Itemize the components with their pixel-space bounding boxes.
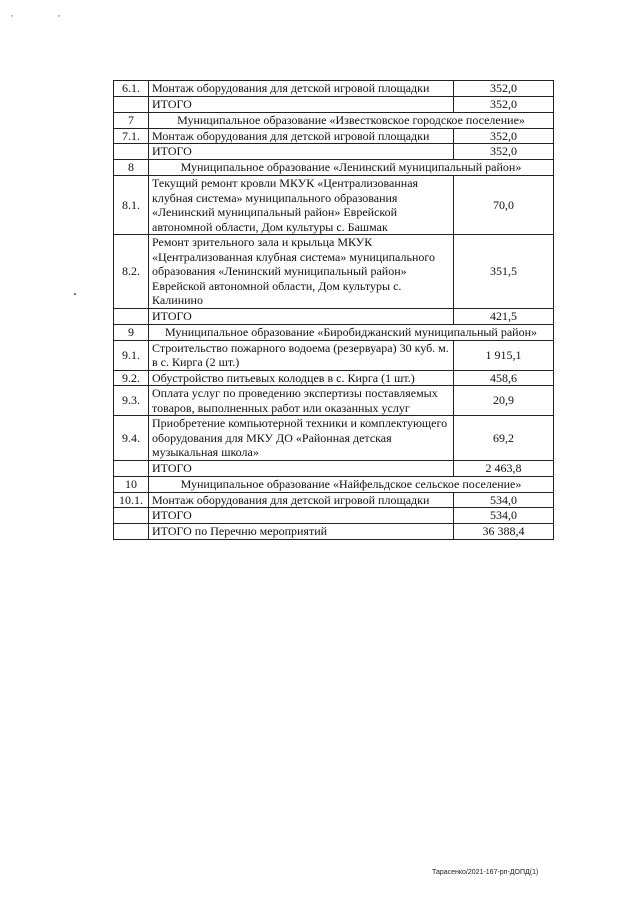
total-value: 421,5 <box>454 308 554 324</box>
total-row <box>114 460 554 476</box>
table-row <box>114 416 554 461</box>
total-value: 2 463,8 <box>454 460 554 476</box>
row-number: 9.2. <box>114 370 149 386</box>
measure-amount: 20,9 <box>454 386 554 416</box>
total-value: 352,0 <box>454 96 554 112</box>
total-label: ИТОГО по Перечню мероприятий <box>149 524 454 540</box>
row-number: 8 <box>114 160 149 176</box>
row-number: 9 <box>114 324 149 340</box>
row-number-empty <box>114 144 149 160</box>
table-row <box>114 492 554 508</box>
total-value: 534,0 <box>454 508 554 524</box>
measure-description: Оплата услуг по проведению экспертизы поставляемых товаров, выполненных работ или оказанных услуг <box>149 386 454 416</box>
measure-description: Приобретение компьютерной техники и комплектующего оборудования для МКУ ДО «Районная детская музыкальная школа» <box>149 416 454 461</box>
row-number: 7.1. <box>114 128 149 144</box>
row-number: 9.4. <box>114 416 149 461</box>
measure-description: Текущий ремонт кровли МКУК «Централизованная клубная система» муниципального образования «Ленинский муниципальный район» Еврейской автономной области, Дом культуры с. Башмак <box>149 176 454 235</box>
table-row <box>114 386 554 416</box>
total-row <box>114 524 554 540</box>
document-code: Тарасенко/2021-167-рп-ДОПД(1) <box>432 869 539 876</box>
total-label: ИТОГО <box>149 460 454 476</box>
row-number-empty <box>114 96 149 112</box>
measure-description: Монтаж оборудования для детской игровой площадки <box>149 128 454 144</box>
total-row <box>114 508 554 524</box>
table-row <box>114 128 554 144</box>
row-number: 6.1. <box>114 81 149 97</box>
municipality-header-row <box>114 476 554 492</box>
total-label: ИТОГО <box>149 508 454 524</box>
row-number: 8.2. <box>114 235 149 309</box>
total-value: 352,0 <box>454 144 554 160</box>
table-row <box>114 370 554 386</box>
row-number: 8.1. <box>114 176 149 235</box>
row-number: 9.1. <box>114 340 149 370</box>
municipality-name: Муниципальное образование «Ленинский муниципальный район» <box>149 160 554 176</box>
row-number-empty <box>114 460 149 476</box>
total-label: ИТОГО <box>149 144 454 160</box>
municipality-name: Муниципальное образование «Биробиджанский муниципальный район» <box>149 324 554 340</box>
total-row <box>114 144 554 160</box>
measures-table-body <box>114 81 554 540</box>
measure-description: Монтаж оборудования для детской игровой площадки <box>149 492 454 508</box>
measure-amount: 1 915,1 <box>454 340 554 370</box>
municipality-header-row <box>114 324 554 340</box>
row-number: 10 <box>114 476 149 492</box>
municipality-name: Муниципальное образование «Найфельдское сельское поселение» <box>149 476 554 492</box>
municipality-header-row <box>114 160 554 176</box>
measure-amount: 352,0 <box>454 128 554 144</box>
measure-amount: 458,6 <box>454 370 554 386</box>
row-number: 10.1. <box>114 492 149 508</box>
table-row <box>114 81 554 97</box>
municipality-name: Муниципальное образование «Известковское городское поселение» <box>149 112 554 128</box>
municipality-header-row <box>114 112 554 128</box>
measure-amount: 352,0 <box>454 81 554 97</box>
measure-description: Строительство пожарного водоема (резервуара) 30 куб. м. в с. Кирга (2 шт.) <box>149 340 454 370</box>
row-number-empty <box>114 308 149 324</box>
measure-amount: 351,5 <box>454 235 554 309</box>
total-value: 36 388,4 <box>454 524 554 540</box>
measure-amount: 70,0 <box>454 176 554 235</box>
table-row <box>114 235 554 309</box>
measure-amount: 534,0 <box>454 492 554 508</box>
measures-table <box>113 80 554 540</box>
row-number: 9.3. <box>114 386 149 416</box>
row-number: 7 <box>114 112 149 128</box>
row-number-empty <box>114 508 149 524</box>
total-row <box>114 96 554 112</box>
total-label: ИТОГО <box>149 308 454 324</box>
table-row <box>114 340 554 370</box>
total-label: ИТОГО <box>149 96 454 112</box>
measure-amount: 69,2 <box>454 416 554 461</box>
scan-corner-marks: ˙ ˙ <box>10 12 81 26</box>
total-row <box>114 308 554 324</box>
scan-speck <box>74 293 76 295</box>
row-number-empty <box>114 524 149 540</box>
measure-description: Ремонт зрительного зала и крыльца МКУК «Централизованная клубная система» муниципального образования «Ленинский муниципальный район» Еврейской автономной области, Дом культуры с. Калинино <box>149 235 454 309</box>
table-row <box>114 176 554 235</box>
measure-description: Монтаж оборудования для детской игровой площадки <box>149 81 454 97</box>
measure-description: Обустройство питьевых колодцев в с. Кирга (1 шт.) <box>149 370 454 386</box>
